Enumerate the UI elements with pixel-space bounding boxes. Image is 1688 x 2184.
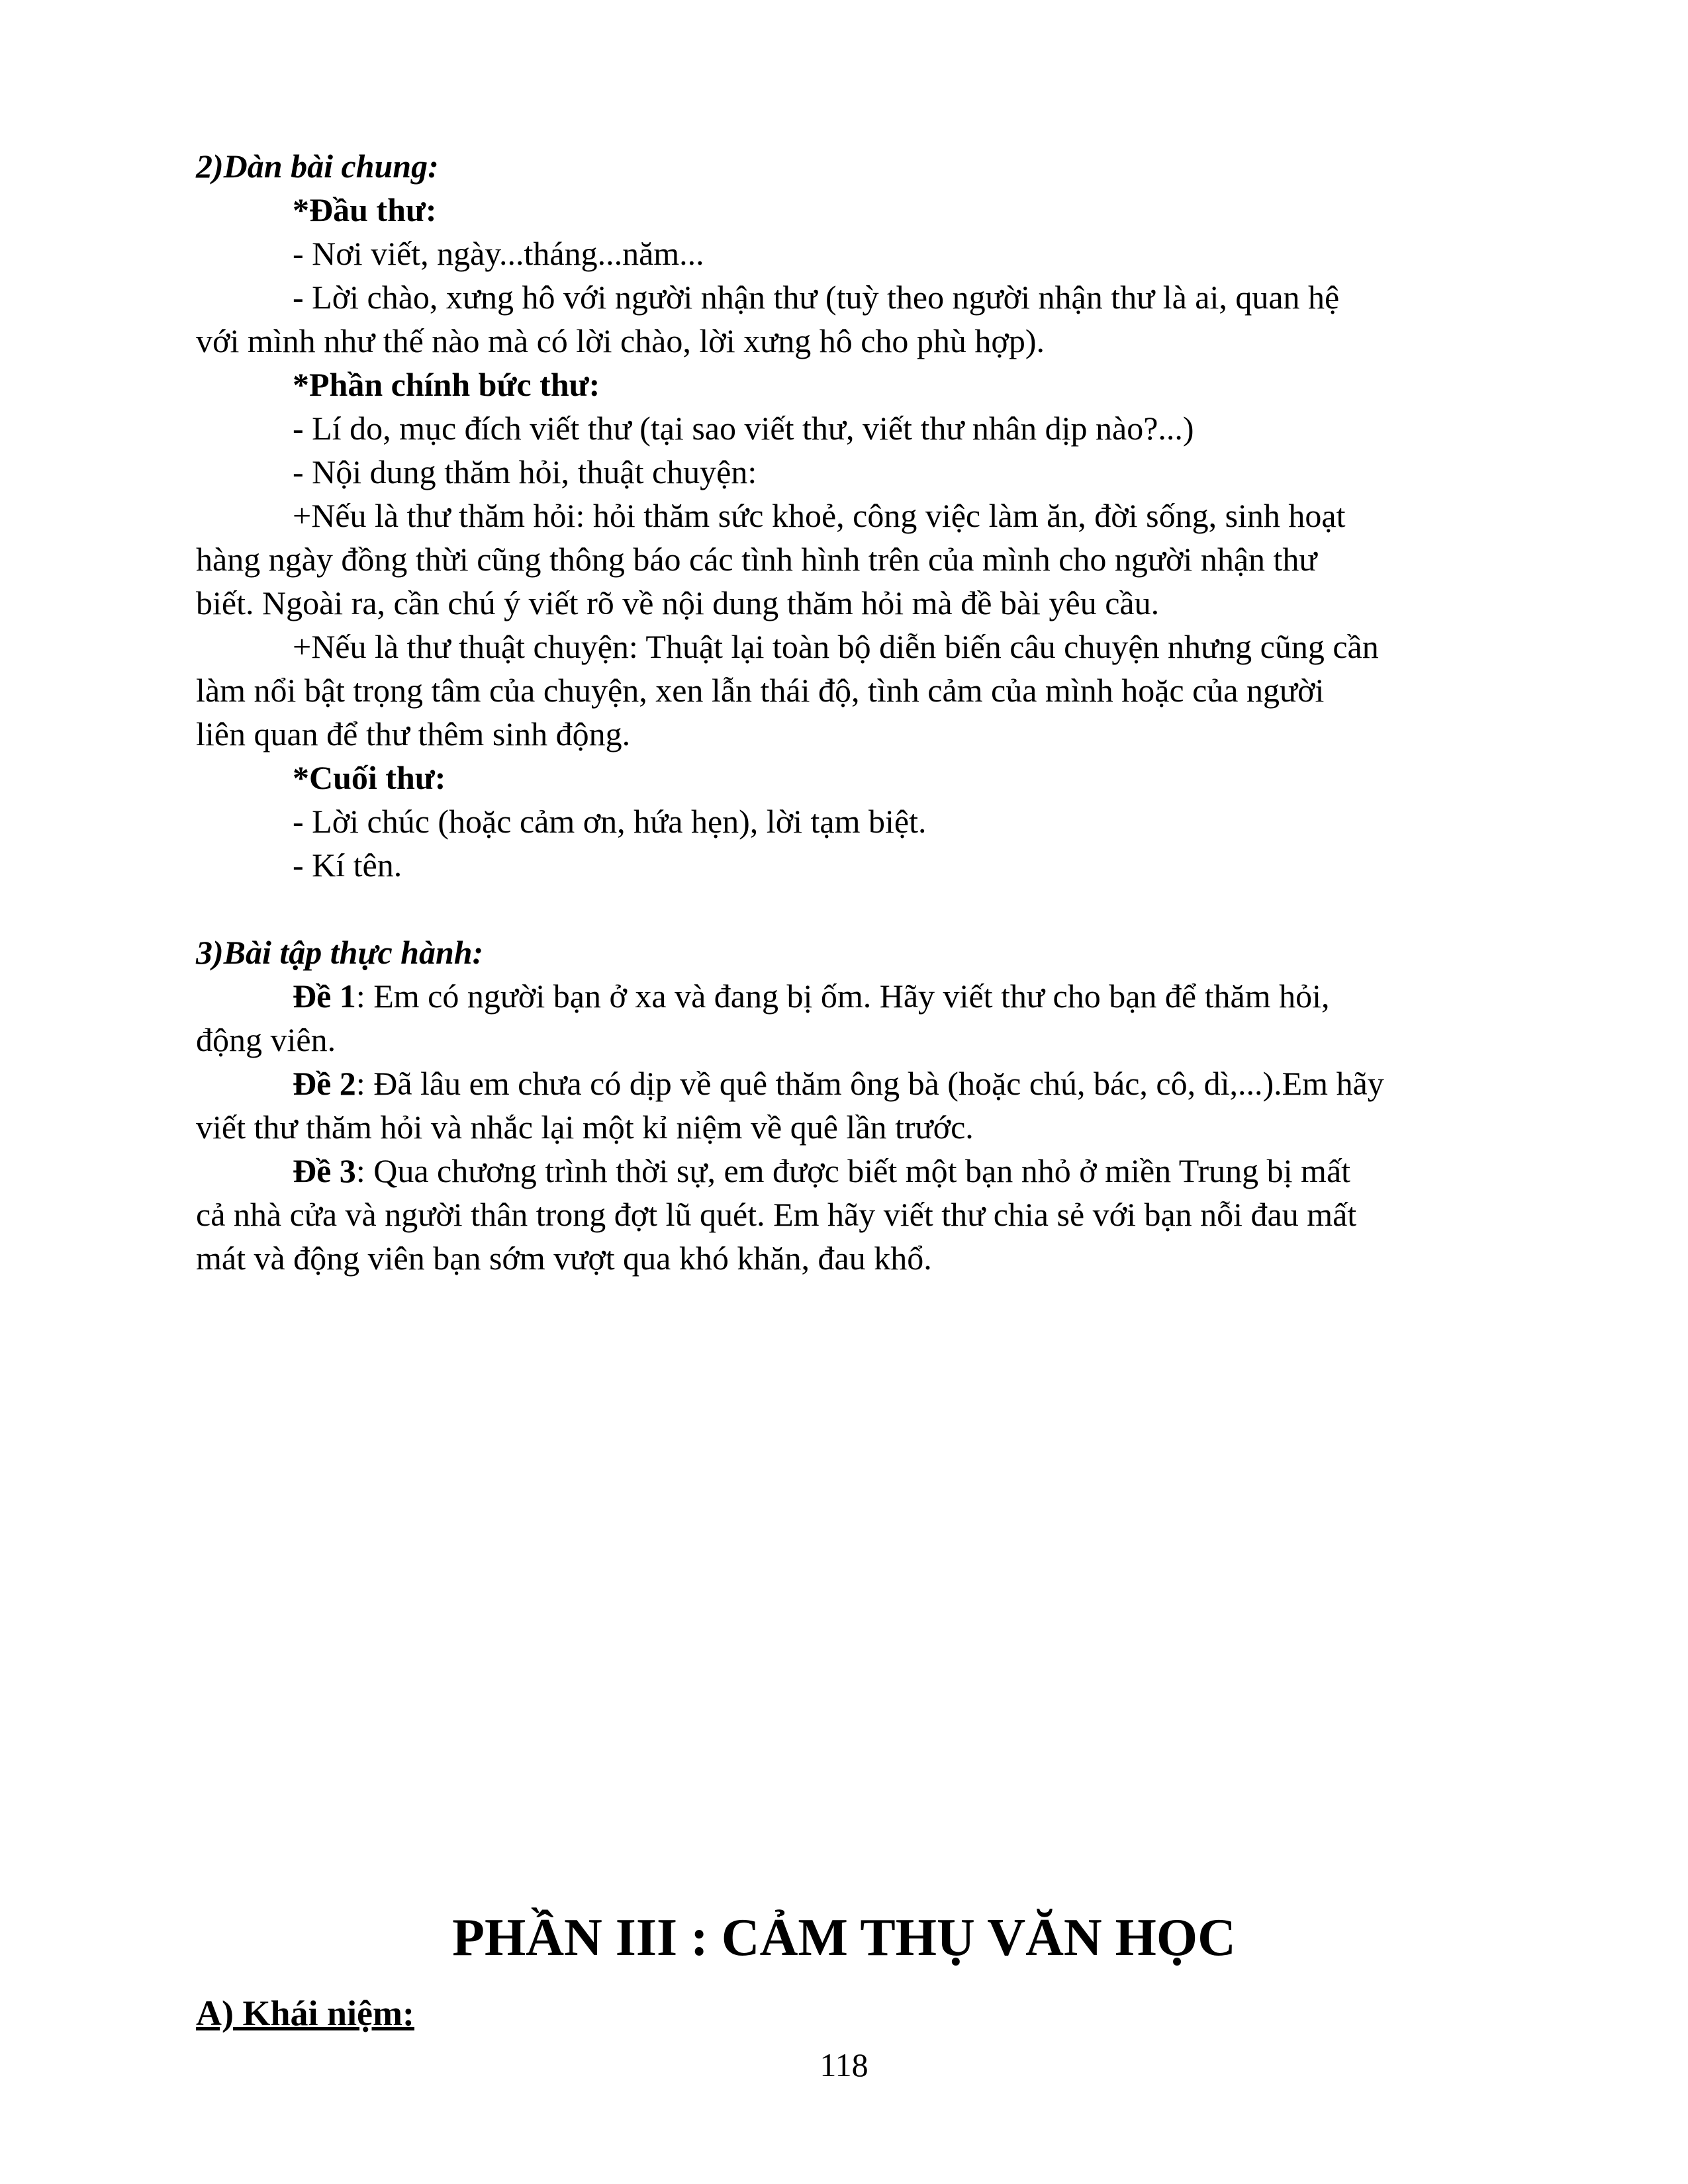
topic-1-label: Đề 1 [293, 978, 356, 1015]
body-visit-letter-cont: hàng ngày đồng thừi cũng thông báo các tình hình trên của mình cho người nhận thư [196, 541, 1317, 578]
topic-3-text: : Qua chương trình thời sự, em được biết một bạn nhỏ ở miền Trung bị mất [355, 1152, 1351, 1189]
topic-3 [293, 1149, 1350, 1193]
topic-3-cont: mát và động viên bạn sớm vượt qua khó khăn, đau khổ. [196, 1240, 932, 1277]
page-number: 118 [820, 2046, 868, 2083]
body-visit-letter: +Nếu là thư thăm hỏi: hỏi thăm sức khoẻ, công việc làm ăn, đời sống, sinh hoạt [293, 497, 1346, 534]
body-story-letter-cont: liên quan để thư thêm sinh động. [196, 715, 631, 752]
opening-heading: *Đầu thư: [293, 191, 437, 228]
closing-heading: *Cuối thư: [293, 759, 446, 796]
closing-item-signature: - Kí tên. [293, 846, 402, 884]
part-title: PHẦN III : CẢM THỤ VĂN HỌC [452, 1909, 1236, 1967]
body-story-letter-cont: làm nổi bật trọng tâm của chuyện, xen lẫn thái độ, tình cảm của mình hoặc của người [196, 672, 1325, 709]
outline-heading: 2)Dàn bài chung: [196, 148, 439, 185]
body-story-letter: +Nếu là thư thuật chuyện: Thuật lại toàn bộ diễn biến câu chuyện nhưng cũng cần [293, 628, 1379, 665]
topic-3-cont: cả nhà cửa và người thân trong đợt lũ quét. Em hãy viết thư chia sẻ với bạn nỗi đau mất [196, 1196, 1357, 1233]
section-heading: A) Khái niệm: [196, 1993, 414, 2033]
body-heading: *Phần chính bức thư: [293, 366, 600, 403]
topic-2-text: : Đã lâu em chưa có dịp về quê thăm ông bà (hoặc chú, bác, cô, dì,...).Em hãy [355, 1065, 1384, 1102]
topic-3-label: Đề 3 [293, 1152, 356, 1189]
closing-item-wishes: - Lời chúc (hoặc cảm ơn, hứa hẹn), lời tạm biệt. [293, 803, 927, 840]
exercises-heading: 3)Bài tập thực hành: [196, 934, 484, 971]
topic-2-cont: viết thư thăm hỏi và nhắc lại một kỉ niệm về quê lần trước. [196, 1109, 974, 1146]
body-visit-letter-cont: biết. Ngoài ra, cần chú ý viết rõ về nội dung thăm hỏi mà đề bài yêu cầu. [196, 584, 1160, 621]
body-item-reason: - Lí do, mục đích viết thư (tại sao viết thư, viết thư nhân dịp nào?...) [293, 410, 1194, 447]
opening-item-greeting: - Lời chào, xưng hô với người nhận thư (tuỳ theo người nhận thư là ai, quan hệ [293, 279, 1340, 316]
body-item-content: - Nội dung thăm hỏi, thuật chuyện: [293, 453, 757, 490]
opening-item-place-date: - Nơi viết, ngày...tháng...năm... [293, 235, 704, 272]
topic-1 [293, 974, 1329, 1018]
topic-1-cont: động viên. [196, 1021, 336, 1058]
topic-2-label: Đề 2 [293, 1065, 356, 1102]
topic-1-text: : Em có người bạn ở xa và đang bị ốm. Hãy viết thư cho bạn để thăm hỏi, [355, 978, 1330, 1015]
topic-2 [293, 1062, 1384, 1105]
opening-item-greeting-cont: với mình như thế nào mà có lời chào, lời xưng hô cho phù hợp). [196, 322, 1045, 359]
